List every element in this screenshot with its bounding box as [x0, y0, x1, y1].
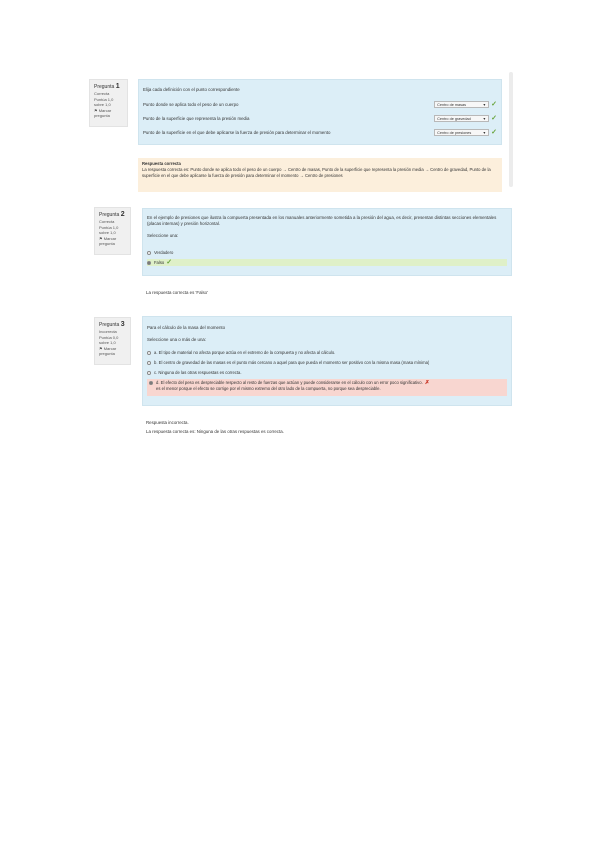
question-prompt: Para el cálculo de la masa del momento [147, 325, 226, 330]
question-1-feedback [138, 158, 502, 192]
match-row-text: Punto de la superficie en el que debe aplicarse la fuerza de presión para determinar el momento [143, 129, 331, 135]
checkbox[interactable] [149, 381, 153, 385]
match-select[interactable]: Centro de presiones ▼ [434, 129, 489, 136]
select-label: Seleccione una o más de una: [147, 337, 207, 342]
match-row-text: Punto donde se aplica todo el peso de un cuerpo [143, 101, 239, 107]
checkbox[interactable] [147, 351, 151, 355]
option-label: a. El tipo de material no afecta porque actúa en el extremo de la compuerta y no afecta al cálculo. [154, 350, 336, 355]
question-prompt: Elija cada definición con el punto correspondiente [143, 87, 240, 92]
flag-icon: ⚑ [99, 236, 103, 241]
flag-question-link[interactable]: ⚑ Marcar pregunta [99, 236, 117, 246]
option-label: c. Ninguna de las otras respuestas es correcta. [154, 370, 242, 375]
option-label: d. El efecto del peso es despreciable respecto al resto de fuerzas que actúan y puede considerarse en el cálculo con un error poco significativo. [156, 380, 423, 385]
chevron-down-icon: ▼ [482, 103, 487, 107]
question-2-answer: La respuesta correcta es 'Falso' [146, 290, 208, 295]
option-label: b. El centro de gravedad de las masas es el punto más cercano a aquel para que pueda el momento ser positivo con la misma masa (masa mínima) [154, 360, 430, 365]
radio-button[interactable] [147, 261, 151, 265]
feedback-text: La respuesta correcta es: Punto donde se aplica todo el peso de un cuerpo → Centro de masas, Punto de la superficie que representa la presión media → Centro de gravedad, Punto de la superficie en el que debe aplicarse la fuerza de presión para determinar el momento → Centro de presiones [142, 167, 491, 178]
option-label: Verdadero [154, 250, 174, 255]
checkbox[interactable] [147, 361, 151, 365]
select-label: Seleccione una: [147, 233, 179, 238]
match-row [143, 100, 497, 109]
answer-option[interactable] [147, 369, 507, 376]
question-score: Puntúa 1,0 sobre 1,0 [99, 225, 119, 235]
match-select[interactable]: Centro de gravedad ▼ [434, 115, 489, 122]
question-3-content [142, 316, 512, 406]
match-row [143, 128, 497, 137]
question-state: Correcta [99, 219, 115, 224]
question-3-feedback: Respuesta incorrecta. [146, 420, 189, 425]
question-1-content [138, 79, 502, 145]
flag-icon: ⚑ [94, 108, 98, 113]
match-row [143, 114, 497, 123]
answer-option[interactable] [147, 249, 507, 256]
question-1-info [89, 79, 128, 127]
question-state: Correcta [94, 91, 110, 96]
question-3-info [94, 317, 131, 365]
answer-option-selected[interactable] [147, 259, 507, 266]
question-number: Pregunta 2 [99, 211, 125, 218]
radio-button[interactable] [147, 251, 151, 255]
scrollbar[interactable] [509, 72, 513, 187]
check-icon: ✓ [491, 114, 497, 122]
question-2-content [142, 208, 512, 276]
answer-option[interactable] [147, 349, 507, 356]
feedback-title: Respuesta correcta [142, 161, 181, 166]
flag-question-link[interactable]: ⚑ Marcar pregunta [99, 346, 117, 356]
check-icon: ✓ [491, 100, 497, 108]
question-number: Pregunta 3 [99, 321, 125, 328]
question-score: Puntúa 1,0 sobre 1,0 [94, 97, 114, 107]
question-state: Incorrecta [99, 329, 117, 334]
answer-option-selected[interactable] [147, 379, 507, 396]
match-select[interactable]: Centro de masas ▼ [434, 101, 489, 108]
option-label: Falso [154, 260, 165, 265]
chevron-down-icon: ▼ [482, 117, 487, 121]
check-icon: ✓ [166, 259, 173, 266]
check-icon: ✓ [491, 128, 497, 136]
question-prompt: En el ejemplo de presiones que ilustra la compuerta presentada en los manuales anteriormente sometida a la presión del agua, es decir, presentan distintas secciones elementales (placas internas) y presión horizontal. [147, 215, 497, 226]
flag-question-link[interactable]: ⚑ Marcar pregunta [94, 108, 112, 118]
question-3-answer: La respuesta correcta es: Ninguna de las otras respuestas es correcta. [146, 429, 284, 434]
question-score: Puntúa 0,0 sobre 1,0 [99, 335, 119, 345]
question-2-info [94, 207, 131, 255]
option-label-cont: es el menor porque el efecto se corrige por el mismo extremo del otro lado de la compuerta, no porque sea despreciable. [156, 386, 381, 391]
cross-icon: ✗ [424, 380, 430, 386]
checkbox[interactable] [147, 371, 151, 375]
match-row-text: Punto de la superficie que representa la presión media [143, 115, 250, 121]
flag-icon: ⚑ [99, 346, 103, 351]
question-number: Pregunta 1 [94, 83, 120, 90]
chevron-down-icon: ▼ [482, 131, 487, 135]
answer-option[interactable] [147, 359, 507, 366]
